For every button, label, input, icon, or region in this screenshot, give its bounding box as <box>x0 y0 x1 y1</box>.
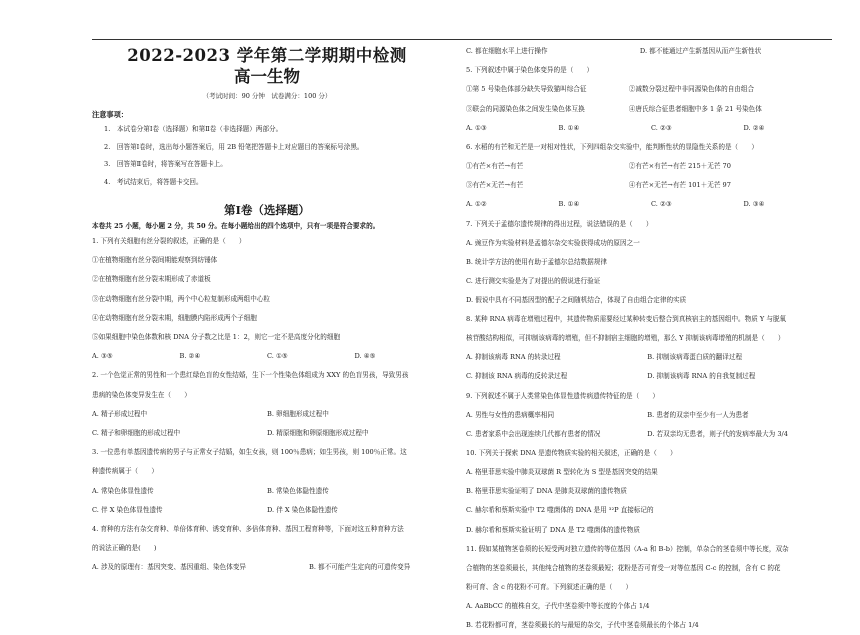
statement: ①有芒×有芒→有芒 <box>466 162 524 170</box>
question-11-stem-cont: 粉可育、含 c 的花粉不可育。下列叙述正确的是（ ） <box>466 582 633 591</box>
option-d: D. 若双亲均无患者，则子代的发病率最大为 3/4 <box>647 429 788 438</box>
left-column <box>92 42 442 578</box>
question-1-statement: ①在植物细胞有丝分裂间期能观察到纺锤体 <box>92 256 218 265</box>
question-3-stem-cont: 种遗传病属于（ ） <box>92 467 158 476</box>
note-item: 2. 回答第Ⅰ卷时，选出每小题答案后，用 2B 铅笔把答题卡上对应题目的答案标号涂黑。 <box>104 142 364 151</box>
option-b: B. ②④ <box>179 352 201 361</box>
right-column <box>466 42 836 635</box>
statement: ②减数分裂过程中非同源染色体的自由组合 <box>628 85 755 94</box>
question-4-stem: 4. 育种的方法有杂交育种、单倍体育种、诱变育种、多倍体育种、基因工程育种等，下面对这五种育种方法 <box>92 525 404 534</box>
note-item: 1. 本试卷分第Ⅰ卷（选择题）和第Ⅱ卷（非选择题）两部分。 <box>104 125 283 133</box>
statement: ④唐氏综合征患者细胞中多 1 条 21 号染色体 <box>628 104 762 113</box>
question-8-stem-cont: 核苷酸结构相似，可抑制该病毒的增殖，但不抑制宿主细胞的增殖，那么 Y 抑制该病毒增殖的机制是（ ） <box>466 334 785 343</box>
page-top-rule <box>92 39 832 40</box>
option-c: C. 伴 X 染色体显性遗传 <box>92 505 163 514</box>
question-1-statement: ②在植物细胞有丝分裂末期形成了赤道板 <box>92 275 211 284</box>
question-9-options <box>466 406 836 425</box>
option-b: B. ①④ <box>558 123 580 132</box>
statement: ③有芒×无芒→有芒 <box>466 181 524 190</box>
note-item: 4. 考试结束后，将答题卡交回。 <box>104 177 203 186</box>
option-a: A. 涉及的原理有：基因突变、基因重组、染色体变异 <box>92 563 247 572</box>
option-a: A. ①③ <box>466 123 487 132</box>
option-a: A. 抑制该病毒 RNA 的转录过程 <box>466 353 561 362</box>
statement: ①第 5 号染色体部分缺失导致猫叫综合征 <box>466 85 587 94</box>
option-d: D. 都不能通过产生新基因从而产生新性状 <box>639 47 762 55</box>
option-a: A. 格里菲思实验中肺炎双球菌 R 型转化为 S 型是基因突变的结果 <box>466 468 658 477</box>
question-11-stem: 11. 假如某植物茎卷须的长短受两对独立遗传的等位基因（A-a 和 B-b）控制，单杂合的茎卷须中等长度，双杂 <box>466 544 789 553</box>
exam-title: 2022-2023 学年第二学期期中检测 <box>127 46 407 65</box>
option-a: A. 豌豆作为实验材料是孟德尔杂交实验获得成功的原因之一 <box>466 238 640 247</box>
section-title: 第Ⅰ卷（选择题） <box>224 203 310 217</box>
option-d: D. 精原细胞和卵原细胞形成过程中 <box>267 429 369 438</box>
question-3-options <box>92 482 442 501</box>
option-a: A. 男性与女性的患病概率相同 <box>466 410 555 419</box>
option-c: C. ①⑤ <box>267 352 288 361</box>
question-1-statement: ⑤如果细胞中染色体数和核 DNA 分子数之比是 1：2，则它一定不是高度分化的细胞 <box>92 333 341 342</box>
question-9-stem: 9. 下列叙述不属于人类常染色体显性遗传病遗传特征的是（ ） <box>466 391 660 400</box>
statement: ③联会的同源染色体之间发生染色体互换 <box>466 104 585 113</box>
option-c: C. 进行测交实验是为了对提出的假说进行验证 <box>466 276 601 285</box>
option-d: D. ④⑤ <box>354 352 376 361</box>
option-c: C. 赫尔希和蔡斯实验中 T2 噬菌体的 DNA 是用 ³²P 直接标记的 <box>466 506 654 515</box>
question-2-options <box>92 405 442 424</box>
option-c: C. 精子和卵细胞的形成过程中 <box>92 429 181 438</box>
question-6-options <box>466 195 836 214</box>
question-2-stem-cont: 患病的染色体变异发生在（ ） <box>92 390 191 399</box>
question-6-statements <box>466 157 836 176</box>
question-8-stem: 8. 某种 RNA 病毒在增殖过程中，其遗传物质需要经过某种转变后整合到真核宿主的基因组中。物质 Y 与脱氧 <box>466 315 787 324</box>
question-1-statement: ④在动物细胞有丝分裂末期，细胞膜内陷形成两个子细胞 <box>92 313 257 322</box>
statement: ④有芒×无芒→有芒 101＋无芒 97 <box>628 181 731 190</box>
question-1-statement: ③在动物细胞有丝分裂中期，两个中心粒复制形成两组中心粒 <box>92 294 271 303</box>
question-11-stem-cont: 合植物的茎卷须最长，其他纯合植物的茎卷须最短；花粉是否可育受一对等位基因 C-c 的控制，含有 C 的花 <box>466 563 781 572</box>
question-4-stem-cont: 的说法正确的是( ) <box>92 544 157 553</box>
note-item: 3. 回答第Ⅱ卷时，将答案写在答题卡上。 <box>104 160 227 168</box>
exam-subject: 高一生物 <box>234 67 300 86</box>
question-10-stem: 10. 下列关于探索 DNA 是遗传物质实验的相关叙述，正确的是（ ） <box>466 449 677 458</box>
option-d: D. ③④ <box>743 200 765 209</box>
option-b: B. 格里菲思实验证明了 DNA 是肺炎双球菌的遗传物质 <box>466 487 627 496</box>
question-5-stem: 5. 下列叙述中属于染色体变异的是（ ） <box>466 66 594 75</box>
question-6-stem: 6. 水稻的有芒和无芒是一对相对性状，下列四组杂交实验中，能判断性状的显隐性关系的是（ ） <box>466 142 758 151</box>
option-b: B. 都不可能产生定向的可遗传变异 <box>309 563 411 572</box>
question-1-options <box>92 347 442 366</box>
question-6-statements <box>466 176 836 195</box>
option-a: A. 常染色体显性遗传 <box>92 486 154 495</box>
option-b: B. 抑制该病毒蛋白质的翻译过程 <box>647 353 743 362</box>
option-d: D. 赫尔希和蔡斯实验证明了 DNA 是 T2 噬菌体的遗传物质 <box>466 525 640 534</box>
option-a: A. AaBbCC 的植株自交，子代中茎卷须中等长度的个体占 1/4 <box>466 601 650 610</box>
option-c: C. ②③ <box>651 200 672 209</box>
option-c: C. 抑制该 RNA 病毒的反转录过程 <box>466 372 568 381</box>
option-a: A. ③⑤ <box>92 352 113 361</box>
option-b: B. 患者的双亲中至少有一人为患者 <box>647 410 749 419</box>
option-b: B. 统计学方法的使用有助于孟德尔总结数据规律 <box>466 257 607 266</box>
question-4-options <box>466 42 836 61</box>
option-c: C. 都在细胞水平上进行操作 <box>466 47 548 55</box>
option-c: C. ②③ <box>651 123 672 132</box>
question-3-stem: 3. 一位患有单基因遗传病的男子与正常女子结婚，如生女孩，则 100％患病；如生男孩，则 100％正常。这 <box>92 448 407 457</box>
question-8-options <box>466 348 836 367</box>
question-2-options <box>92 424 442 443</box>
option-a: A. ①② <box>466 200 487 209</box>
question-8-options <box>466 367 836 386</box>
option-b: B. 卵细胞形成过程中 <box>267 409 329 418</box>
exam-meta: （考试时间：90 分钟 试卷满分：100 分） <box>202 92 332 100</box>
question-5-statements <box>466 80 836 99</box>
option-d: D. ②④ <box>743 123 765 132</box>
question-9-options <box>466 425 836 444</box>
statement: ②有芒×有芒→有芒 215＋无芒 70 <box>628 162 731 170</box>
notes-heading: 注意事项： <box>92 110 128 119</box>
option-b: B. 常染色体隐性遗传 <box>267 486 329 495</box>
option-b: B. 若花粉都可育，茎卷须最长的与最短的杂交，子代中茎卷须最长的个体占 1/4 <box>466 621 699 630</box>
option-a: A. 精子形成过程中 <box>92 409 148 418</box>
question-7-stem: 7. 下列关于孟德尔遗传规律的得出过程，说法错误的是（ ） <box>466 219 653 228</box>
section-description: 本卷共 25 小题，每小题 2 分，共 50 分。在每小题给出的四个选项中，只有一项是符合要求的。 <box>92 222 380 230</box>
question-4-options <box>92 558 442 577</box>
option-b: B. ①④ <box>558 200 580 209</box>
option-d: D. 抑制该病毒 RNA 的自我复制过程 <box>647 372 756 381</box>
question-1-stem: 1. 下列有关细胞有丝分裂的叙述，正确的是（ ） <box>92 237 246 245</box>
option-d: D. 伴 X 染色体隐性遗传 <box>267 505 338 514</box>
question-5-statements <box>466 100 836 119</box>
question-2-stem: 2. 一个色觉正常的男性和一个患红绿色盲的女性结婚，生下一个性染色体组成为 XXY 的色盲男孩，导致男孩 <box>92 371 409 380</box>
option-c: C. 患者家系中会出现连续几代都有患者的情况 <box>466 429 601 438</box>
option-d: D. 假说中具有不同基因型的配子之间随机结合，体现了自由组合定律的实质 <box>466 295 687 304</box>
question-5-options <box>466 119 836 138</box>
question-3-options <box>92 501 442 520</box>
